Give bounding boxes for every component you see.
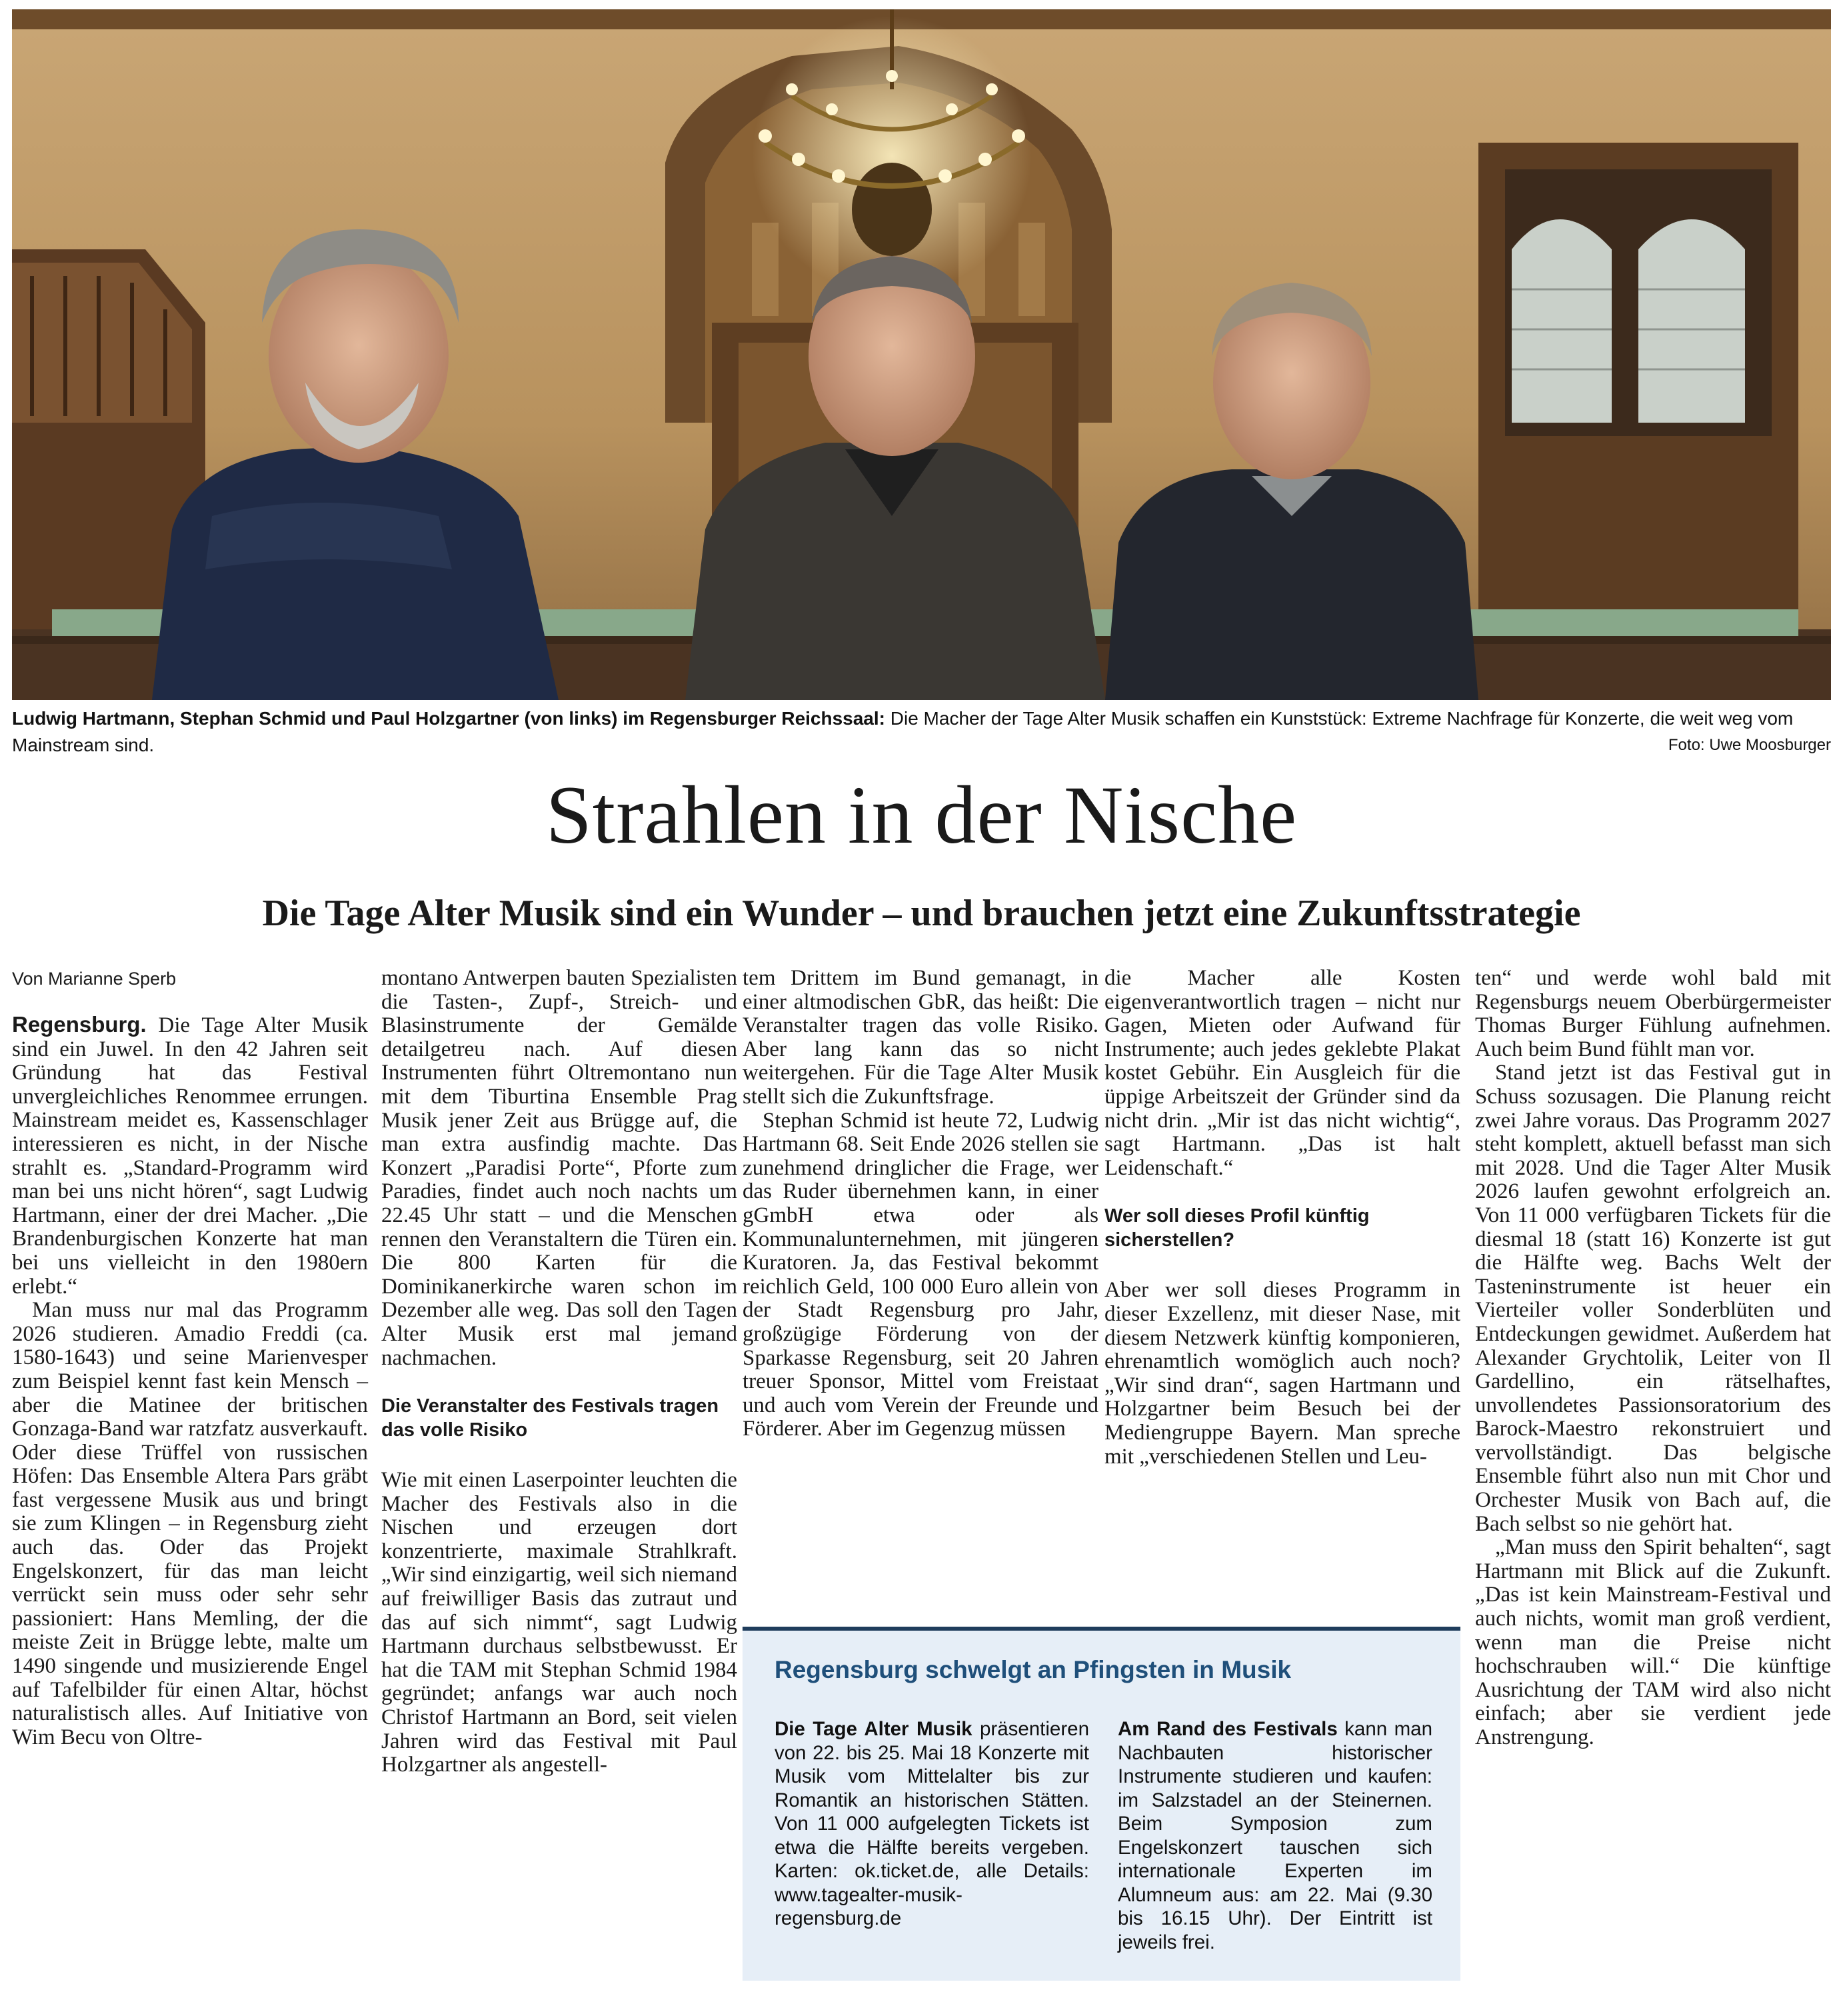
section-subtitle: Wer soll dieses Profil künftig sicherstellen? [1104,1205,1370,1251]
dateline: Regensburg. [12,1012,147,1037]
photo-credit: Foto: Uwe Moosburger [1668,736,1831,754]
article-column-1 [12,967,368,1749]
paragraph: ten“ und werde wohl bald mit Regensburgs neuem Oberbürgermeister Thomas Burger Fühlung aufnehmen. Auch beim Bund fühlt man vor. [1475,966,1831,1061]
section-subtitle: Die Veranstalter des Festivals tragen das volle Risiko [381,1395,719,1441]
caption-bold: Ludwig Hartmann, Stephan Schmid und Paul Holzgartner (von links) im Regensburger Reichssaal: [12,708,885,729]
article-column-4 [1104,967,1460,1469]
article-photo [12,9,1831,700]
caption-text: Die Macher der Tage Alter Musik schaffen ein Kunststück: Extreme Nachfrage für Konzerte, die weit weg vom Mainstream sind. [12,708,1794,755]
article-column-3 [743,967,1098,1441]
photo-illustration [12,9,1831,700]
photo-caption [12,705,1831,759]
paragraph: Man muss nur mal das Programm 2026 studieren. Amadio Freddi (ca. 1580-1643) und seine Marienvesper zum Beispiel kennt fast kein Mensch – aber die Matinee der britischen Gonzaga-Band war ratzfatz ausverkauft. Oder diese Trüffel von russischen Höfen: Das Ensemble Altera Pars gräbt fast vergessene Musik aus und bringt sie zum Klingen – in Regensburg zieht auch das. Oder das Projekt Engelskonzert, für das man leicht verrückt sein muss oder sehr sehr passioniert: Hans Memling, der die meiste Zeit in Brügge lebte, malte um 1490 singende und musizierende Engel auf Tafelbilder für einen Altar, höchst naturalistisch alles. Auf Initiative von Wim Becu von Oltre- [12,1298,368,1749]
paragraph: tem Drittem im Bund gemanagt, in einer altmodischen GbR, das heißt: Die Veranstalter tragen das volle Risiko. Aber lang kann das so nicht weitergehen. Für die Tage Alter Musik stellt sich die Zukunftsfrage. [743,966,1098,1109]
article-column-2 [381,967,737,1777]
info-box [743,1627,1460,1981]
paragraph: Regensburg. Die Tage Alter Musik sind ein Juwel. In den 42 Jahren seit Gründung hat das Festival unvergleichliches Renommee errungen. Mainstream meidet es, Kassenschlager interessieren es nicht, in der Nische strahlt es. „Standard-Programm wird man bei uns nicht hören“, sagt Ludwig Hartmann, einer der drei Macher. „Die Brandenburgischen Konzerte hat man bei uns vielleicht in den 1980ern erlebt.“ [12,1012,368,1299]
paragraph: „Man muss den Spirit behalten“, sagt Hartmann mit Blick auf die Zukunft. „Das ist kein Mainstream-Festival und auch nichts, womit man groß verdient, wenn man die Preise nicht hochschrauben will.“ Die künftige Ausrichtung der TAM wird also nicht einfach; aber sie verdient jede Anstrengung. [1475,1535,1831,1749]
info-box-left-lead: Die Tage Alter Musik [775,1718,972,1740]
paragraph: Aber wer soll dieses Programm in dieser Exzellenz, mit dieser Nase, mit diesem Netzwerk künftig komponieren, ehrenamtlich womöglich auch noch? „Wir sind dran“, sagen Hartmann und Holzgartner beim Besuch bei der Mediengruppe Bayern. Man spreche mit „verschiedenen Stellen und Leu- [1104,1278,1460,1469]
info-box-title: Regensburg schwelgt an Pfingsten in Musik [775,1656,1292,1683]
headline: Strahlen in der Nische [545,769,1298,861]
subheadline: Die Tage Alter Musik sind ein Wunder – und brauchen jetzt eine Zukunftsstrategie [262,893,1581,934]
info-box-right-text: kann man Nachbauten historischer Instrumente studieren und kaufen: im Salzstadel an der Steinernen. Beim Symposion zum Engelskonzert tauschen sich internationale Experten im Alumneum aus: am 22. Mai (9.30 bis 16.15 Uhr). Der Eintritt ist jeweils frei. [1118,1718,1432,1953]
info-box-left-text: präsentieren von 22. bis 25. Mai 18 Konzerte mit Musik vom Mittelalter bis zur Romantik an historischen Stätten. Von 11 000 aufgelegten Tickets ist etwa die Hälfte bereits vergeben. Karten: ok.ticket.de, alle Details: www.tagealter-musik-regensburg.de [775,1718,1089,1929]
article-column-5 [1475,967,1831,1750]
paragraph: Stephan Schmid ist heute 72, Ludwig Hartmann 68. Seit Ende 2026 stellen sie zunehmend dringlicher die Frage, wer das Ruder übernehmen kann, in einer gGmbH etwa oder als Kommunalunternehmen, mit jüngeren Kuratoren. Ja, das Festival bekommt reichlich Geld, 100 000 Euro allein von der Stadt Regensburg pro Jahr, großzügige Förderung von der Sparkasse Regensburg, seit 20 Jahren treuer Sponsor, Mittel vom Freistaat und auch vom Verein der Freunde und Förderer. Aber im Gegenzug müssen [743,1108,1098,1441]
info-box-left [775,1717,1089,1931]
paragraph: Stand jetzt ist das Festival gut in Schuss sozusagen. Die Planung reicht zwei Jahre voraus. Das Programm 2027 steht komplett, aktuell befasst man sich mit 2028. Und die Tager Alter Musik 2026 laufen gewohnt erfolgreich an. Von 11 000 verfügbaren Tickets für die diesmal 18 (statt 16) Konzerte ist gut die Hälfte weg. Bachs Welt der Tasteninstrumente ist heuer ein Vierteiler voller Sonderblüten und Entdeckungen gewidmet. Außerdem hat Alexander Grychtolik, Leiter von Il Gardellino, ein rätselhaftes, unvollendetes Passionsoratorium des Barock-Maestro rekonstruiert und vervollständigt. Das belgische Ensemble führt also nun mit Chor und Orchester Musik von Bach auf, die Bach selbst so nie gehört hat. [1475,1061,1831,1536]
paragraph: Wie mit einen Laserpointer leuchten die Macher des Festivals also in die Nischen und erzeugen dort konzentrierte, maximale Strahlkraft. „Wir sind einzigartig, weil sich niemand auf freiwilliger Basis das zutraut und das auf sich nimmt“, sagt Ludwig Hartmann durchaus selbstbewusst. Er hat die TAM mit Stephan Schmid 1984 gegründet; anfangs war auch noch Christof Hartmann an Bord, seit vielen Jahren wird das Festival mit Paul Holzgartner als angestell- [381,1468,737,1777]
paragraph: die Macher alle Kosten eigenverantwortlich tragen – nicht nur Gagen, Mieten oder Aufwand für Instrumente; auch jedes geklebte Plakat kostet Gebühr. Ein Ausgleich für die üppige Arbeitszeit der Gründer sind da nicht drin. „Mir ist das nicht wichtig“, sagt Hartmann. „Das ist halt Leidenschaft.“ [1104,966,1460,1180]
paragraph: montano Antwerpen bauten Spezialisten die Tasten-, Zupf-, Streich- und Blasinstrumente der Gemälde detailgetreu nach. Auf diesen Instrumenten führt Oltremontano nun mit dem Tiburtina Ensemble Prag Musik jener Zeit aus Brügge auf, die man extra ausfindig machte. Das Konzert „Paradisi Porte“, Pforte zum Paradies, findet auch noch nachts um 22.45 Uhr statt – und die Menschen rennen den Veranstaltern die Türen ein. Die 800 Karten für die Dominikanerkirche waren schon im Dezember alle weg. Das soll den Tagen Alter Musik erst mal jemand nachmachen. [381,966,737,1370]
byline: Von Marianne Sperb [12,969,177,989]
info-box-right-lead: Am Rand des Festivals [1118,1718,1338,1740]
info-box-right [1118,1717,1432,1954]
